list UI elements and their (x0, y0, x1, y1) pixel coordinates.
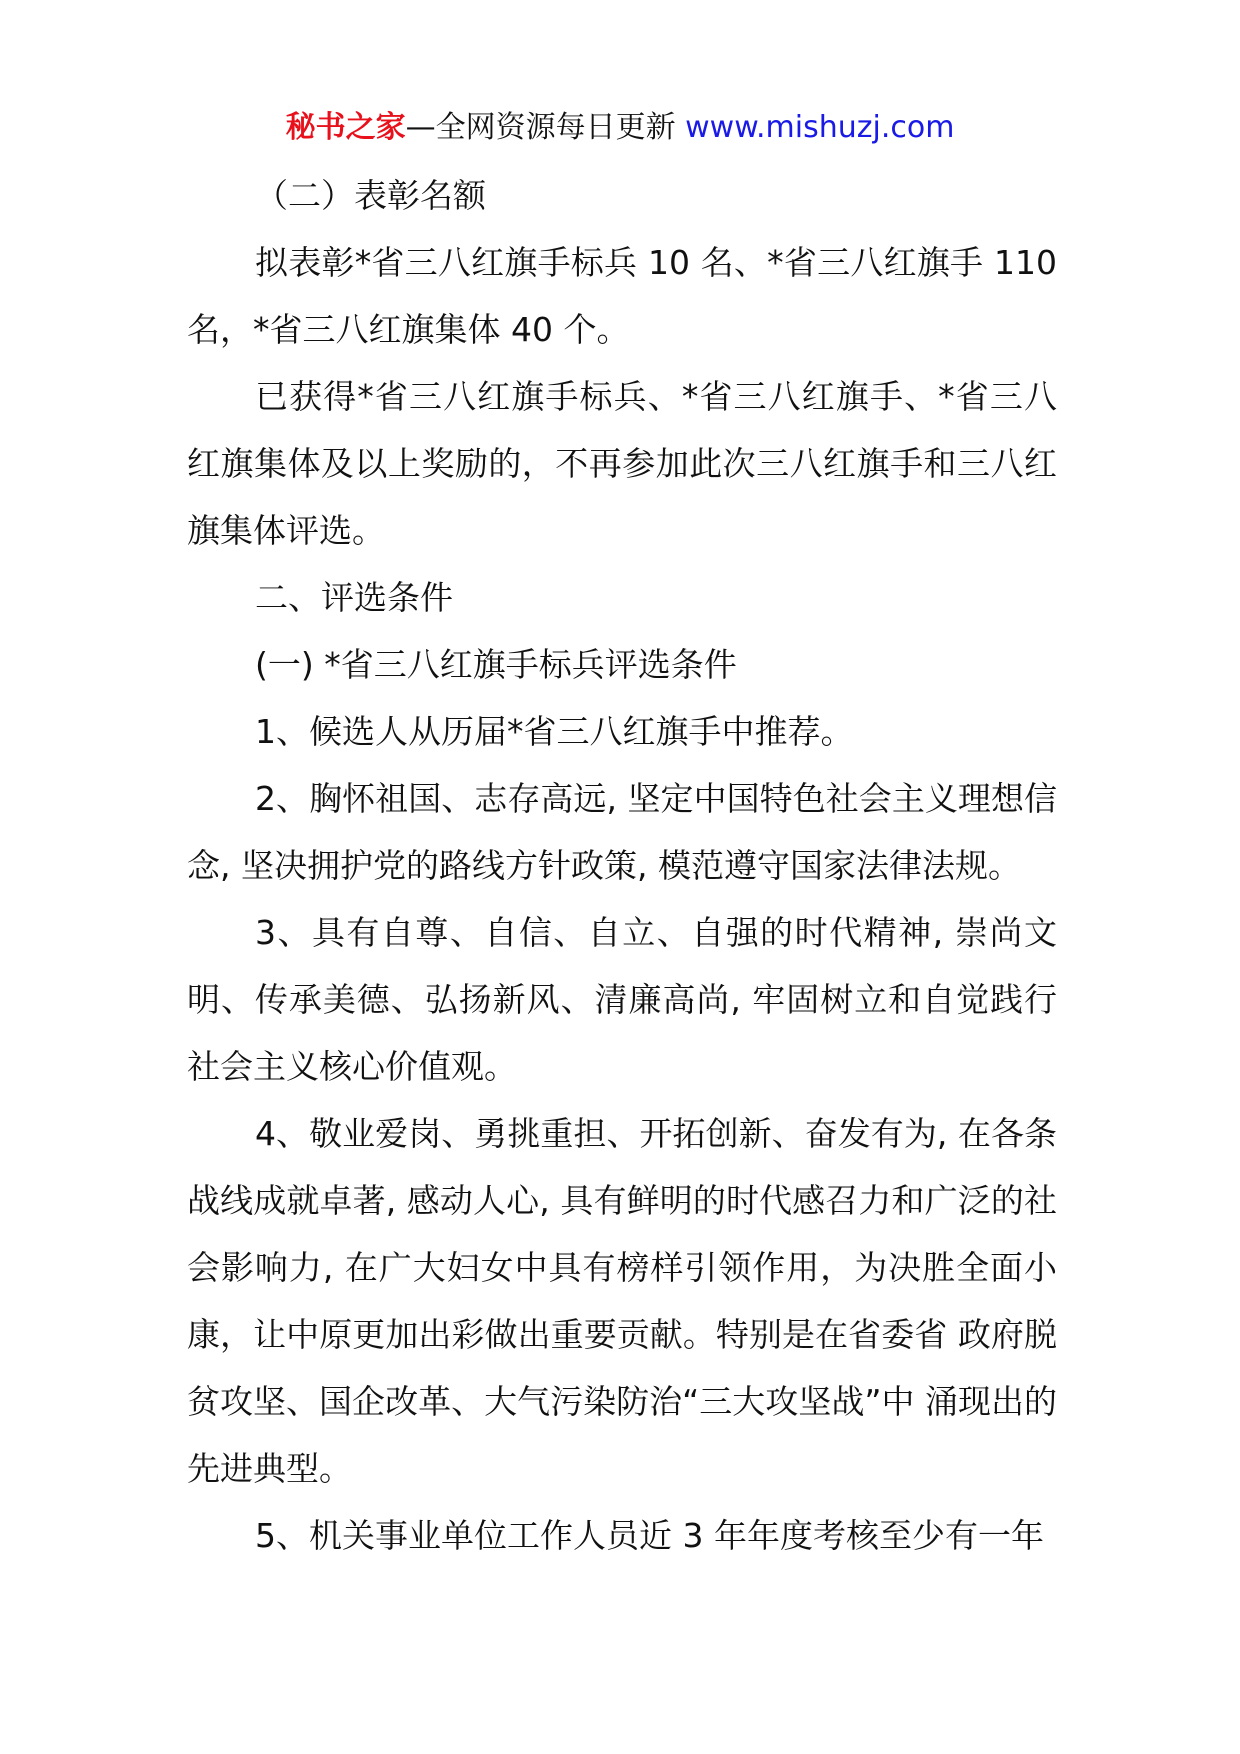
section-heading-criteria: 二、评选条件 (255, 578, 453, 617)
criterion-2: 2、胸怀祖国、志存高远, 坚定中国特色社会主义理想信念, 坚决拥护党的路线方针政策, 模范遵守国家法律法规。 (187, 779, 1057, 885)
paragraph-exclusion: 已获得*省三八红旗手标兵、*省三八红旗手、*省三八 红旗集体及以上奖励的，不再参加此次三八红旗手和三八红旗集体评选。 (187, 377, 1057, 550)
subsection-heading-model: (一) *省三八红旗手标兵评选条件 (255, 645, 737, 684)
site-tagline: —全网资源每日更新 (405, 110, 686, 145)
paragraph-quota-numbers: 拟表彰*省三八红旗手标兵 10 名、*省三八红旗手 110 名，*省三八红旗集体 40 个。 (187, 243, 1057, 349)
criterion-1: 1、候选人从历届*省三八红旗手中推荐。 (255, 712, 854, 751)
document-body (187, 162, 1057, 1569)
section-heading-quota: （二）表彰名额 (255, 176, 486, 215)
site-header (0, 108, 1240, 148)
criterion-4: 4、敬业爱岗、勇挑重担、开拓创新、奋发有为, 在各条战线成就卓著, 感动人心, 具有鲜明的时代感召力和广泛的社会影响力, 在广大妇女中具有榜样引领作用，为决胜全面小康，让中原更加出彩做出重要贡献。特别是在省委省 政府脱贫攻坚、国企改革、大气污染防治“三大攻坚战”中 涌现出的先进典型。 (187, 1114, 1057, 1488)
site-url-link[interactable]: www.mishuzj.com (685, 110, 955, 145)
criterion-3: 3、具有自尊、自信、自立、自强的时代精神, 崇尚文明、传承美德、弘扬新风、清廉高尚, 牢固树立和自觉践行社会主义核心价值观。 (187, 913, 1057, 1086)
criterion-5: 5、机关事业单位工作人员近 3 年年度考核至少有一年 (255, 1516, 1044, 1555)
site-brand: 秘书之家 (285, 110, 406, 145)
